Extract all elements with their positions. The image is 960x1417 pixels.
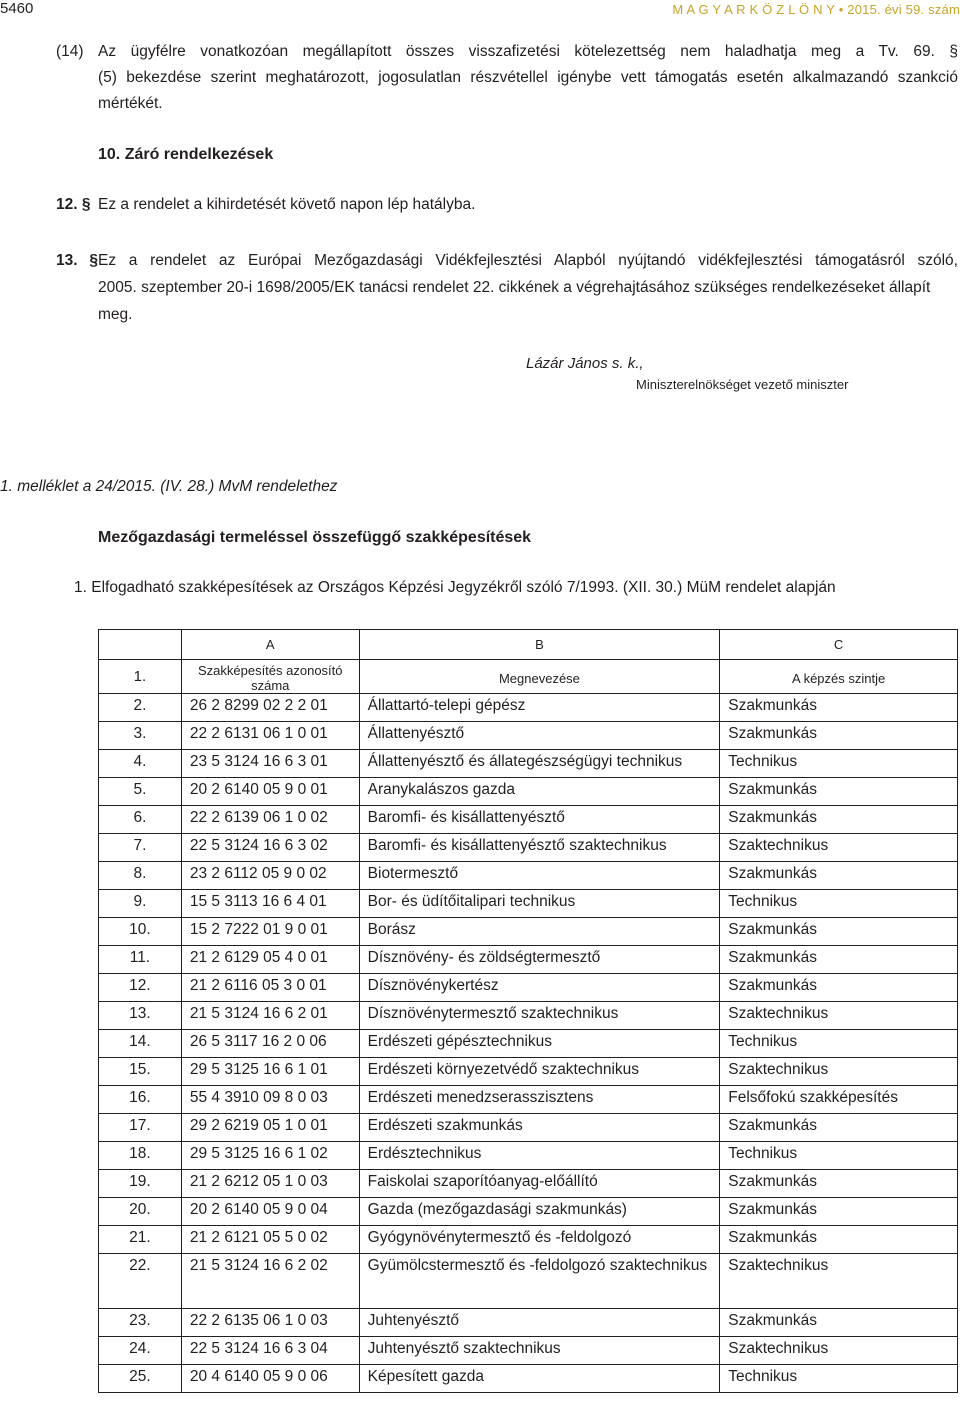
row-number: 13. [99,1002,182,1030]
column-letter: B [359,630,720,660]
row-number: 14. [99,1030,182,1058]
qualification-name: Gyümölcstermesztő és -feldolgozó szaktechnikus [359,1254,720,1309]
row-number: 6. [99,806,182,834]
signature-name: Lázár János s. k., [526,355,644,372]
paragraph-14-label: (14) [56,43,84,60]
qualification-id: 22 5 3124 16 6 3 02 [181,834,359,862]
table-row [99,806,958,834]
annex-title: 1. melléklet a 24/2015. (IV. 28.) MvM rendelethez [0,478,338,495]
qualification-id: 15 5 3113 16 6 4 01 [181,890,359,918]
training-level: Szaktechnikus [720,1254,958,1309]
qualification-id: 23 2 6112 05 9 0 02 [181,862,359,890]
training-level: Szakmunkás [720,694,958,722]
column-letter-row [99,630,958,660]
table-row [99,694,958,722]
table-row [99,890,958,918]
training-level: Szakmunkás [720,862,958,890]
training-level: Szakmunkás [720,1170,958,1198]
row-number: 11. [99,946,182,974]
qualification-id: 20 2 6140 05 9 0 01 [181,778,359,806]
qualification-id: 22 2 6131 06 1 0 01 [181,722,359,750]
qualification-id: 21 2 6129 05 4 0 01 [181,946,359,974]
table-row [99,946,958,974]
row-number: 2. [99,694,182,722]
training-level: Technikus [720,890,958,918]
signature-title: Miniszterelnökséget vezető miniszter [636,377,849,392]
training-level: Szaktechnikus [720,834,958,862]
paragraph-14-text-1: Az ügyfélre vonatkozóan megállapított összes visszafizetési kötelezettség nem haladhatja meg a Tv. 69. § [98,43,958,60]
training-level: Szakmunkás [720,1226,958,1254]
qualification-id: 22 5 3124 16 6 3 04 [181,1337,359,1365]
paragraph-14 [56,39,958,117]
row-number: 21. [99,1226,182,1254]
qualification-id: 29 2 6219 05 1 0 01 [181,1114,359,1142]
qualification-id: 22 2 6139 06 1 0 02 [181,806,359,834]
qualification-name: Bor- és üdítőitalipari technikus [359,890,720,918]
section-title: 10. Záró rendelkezések [98,146,274,163]
table-row [99,1337,958,1365]
row-number: 9. [99,890,182,918]
training-level: Szakmunkás [720,974,958,1002]
row-number: 7. [99,834,182,862]
qualification-id: 21 5 3124 16 6 2 02 [181,1254,359,1309]
qualification-name: Juhtenyésztő [359,1309,720,1337]
qualification-id: 55 4 3910 09 8 0 03 [181,1086,359,1114]
training-level: Szakmunkás [720,722,958,750]
annex-heading: Mezőgazdasági termeléssel összefüggő szakképesítések [98,529,532,546]
table-row [99,778,958,806]
journal-header: M A G Y A R K Ö Z L Ö N Y • 2015. évi 59. szám [672,2,960,17]
table-row [99,1030,958,1058]
row-number: 19. [99,1170,182,1198]
table-row [99,1170,958,1198]
training-level: Felsőfokú szakképesítés [720,1086,958,1114]
qualification-name: Dísznövénykertész [359,974,720,1002]
column-letter: C [720,630,958,660]
page-number: 5460 [0,0,34,17]
table-row [99,1309,958,1337]
table-row [99,1058,958,1086]
qualifications-table [98,629,958,1393]
qualification-name: Gyógynövénytermesztő és -feldolgozó [359,1226,720,1254]
column-header: Megnevezése [359,660,720,694]
table-row [99,918,958,946]
column-letter [99,630,182,660]
section-13-text-1: Ez a rendelet az Európai Mezőgazdasági Vidékfejlesztési Alapból nyújtandó vidékfejlesztési támogatásról szóló, [98,252,958,269]
training-level: Szakmunkás [720,806,958,834]
qualification-id: 21 2 6212 05 1 0 03 [181,1170,359,1198]
qualification-name: Dísznövény- és zöldségtermesztő [359,946,720,974]
training-level: Technikus [720,750,958,778]
table-row [99,1226,958,1254]
section-13-first-line [56,247,958,274]
column-header: A képzés szintje [720,660,958,694]
training-level: Szaktechnikus [720,1058,958,1086]
qualification-name: Erdészeti környezetvédő szaktechnikus [359,1058,720,1086]
row-number: 3. [99,722,182,750]
training-level: Szakmunkás [720,1309,958,1337]
qualification-name: Dísznövénytermesztő szaktechnikus [359,1002,720,1030]
qualification-name: Aranykalászos gazda [359,778,720,806]
qualification-id: 26 2 8299 02 2 2 01 [181,694,359,722]
qualifications-table-body [99,630,958,1393]
qualification-name: Biotermesztő [359,862,720,890]
training-level: Szakmunkás [720,946,958,974]
qualification-id: 21 2 6116 05 3 0 01 [181,974,359,1002]
section-12-text: Ez a rendelet a kihirdetését követő napon lép hatályba. [98,196,476,213]
qualification-name: Faiskolai szaporítóanyag-előállító [359,1170,720,1198]
qualification-name: Erdészeti szakmunkás [359,1114,720,1142]
training-level: Technikus [720,1365,958,1393]
qualification-id: 29 5 3125 16 6 1 01 [181,1058,359,1086]
training-level: Szakmunkás [720,1114,958,1142]
row-number: 22. [99,1254,182,1309]
row-number: 25. [99,1365,182,1393]
row-number: 24. [99,1337,182,1365]
paragraph-14-first-line [56,39,958,65]
qualification-name: Állattenyésztő és állategészségügyi technikus [359,750,720,778]
training-level: Szaktechnikus [720,1002,958,1030]
training-level: Szakmunkás [720,918,958,946]
section-12 [56,196,475,214]
training-level: Szakmunkás [720,1198,958,1226]
qualification-id: 26 5 3117 16 2 0 06 [181,1030,359,1058]
qualification-name: Baromfi- és kisállattenyésztő [359,806,720,834]
qualification-id: 22 2 6135 06 1 0 03 [181,1309,359,1337]
qualification-name: Juhtenyésztő szaktechnikus [359,1337,720,1365]
row-number: 10. [99,918,182,946]
qualification-name: Erdészeti gépésztechnikus [359,1030,720,1058]
qualification-id: 21 5 3124 16 6 2 01 [181,1002,359,1030]
table-row [99,1002,958,1030]
paragraph-14-text-2: (5) bekezdése szerint meghatározott, jogosulatlan részvétellel igénybe vett támogatás esetén alkalmazandó szankció mértékét. [98,69,958,112]
row-number: 4. [99,750,182,778]
row-number: 18. [99,1142,182,1170]
qualification-name: Gazda (mezőgazdasági szakmunkás) [359,1198,720,1226]
row-number: 17. [99,1114,182,1142]
row-number: 12. [99,974,182,1002]
row-number: 15. [99,1058,182,1086]
qualification-name: Erdészeti menedzserasszisztens [359,1086,720,1114]
qualification-id: 29 5 3125 16 6 1 02 [181,1142,359,1170]
table-row [99,1365,958,1393]
training-level: Szaktechnikus [720,1337,958,1365]
row-number: 16. [99,1086,182,1114]
table-row [99,750,958,778]
row-number: 8. [99,862,182,890]
training-level: Technikus [720,1142,958,1170]
section-13 [56,247,958,328]
column-header-row [99,660,958,694]
qualification-name: Állattartó-telepi gépész [359,694,720,722]
section-13-label: 13. § [56,252,98,269]
qualification-id: 21 2 6121 05 5 0 02 [181,1226,359,1254]
column-header: Szakképesítés azonosító száma [181,660,359,694]
table-row [99,1114,958,1142]
qualification-name: Képesített gazda [359,1365,720,1393]
annex-subtitle: 1. Elfogadható szakképesítések az Országos Képzési Jegyzékről szóló 7/1993. (XII. 30.) MüM rendelet alapján [74,579,836,596]
table-row [99,1254,958,1309]
qualification-id: 20 4 6140 05 9 0 06 [181,1365,359,1393]
qualification-id: 20 2 6140 05 9 0 04 [181,1198,359,1226]
training-level: Technikus [720,1030,958,1058]
table-row [99,1086,958,1114]
qualification-name: Baromfi- és kisállattenyésztő szaktechnikus [359,834,720,862]
row-number: 23. [99,1309,182,1337]
table-row [99,834,958,862]
qualification-id: 23 5 3124 16 6 3 01 [181,750,359,778]
section-13-text-2: 2005. szeptember 20-i 1698/2005/EK tanácsi rendelet 22. cikkének a végrehajtásához szükséges rendelkezéseket állapít meg. [98,279,931,323]
table-row [99,1142,958,1170]
qualification-id: 15 2 7222 01 9 0 01 [181,918,359,946]
qualification-name: Állattenyésztő [359,722,720,750]
column-header: 1. [99,660,182,694]
qualification-name: Borász [359,918,720,946]
table-row [99,974,958,1002]
table-row [99,862,958,890]
qualification-name: Erdésztechnikus [359,1142,720,1170]
row-number: 20. [99,1198,182,1226]
row-number: 5. [99,778,182,806]
table-row [99,722,958,750]
training-level: Szakmunkás [720,778,958,806]
table-row [99,1198,958,1226]
section-12-label: 12. § [56,196,91,213]
column-letter: A [181,630,359,660]
